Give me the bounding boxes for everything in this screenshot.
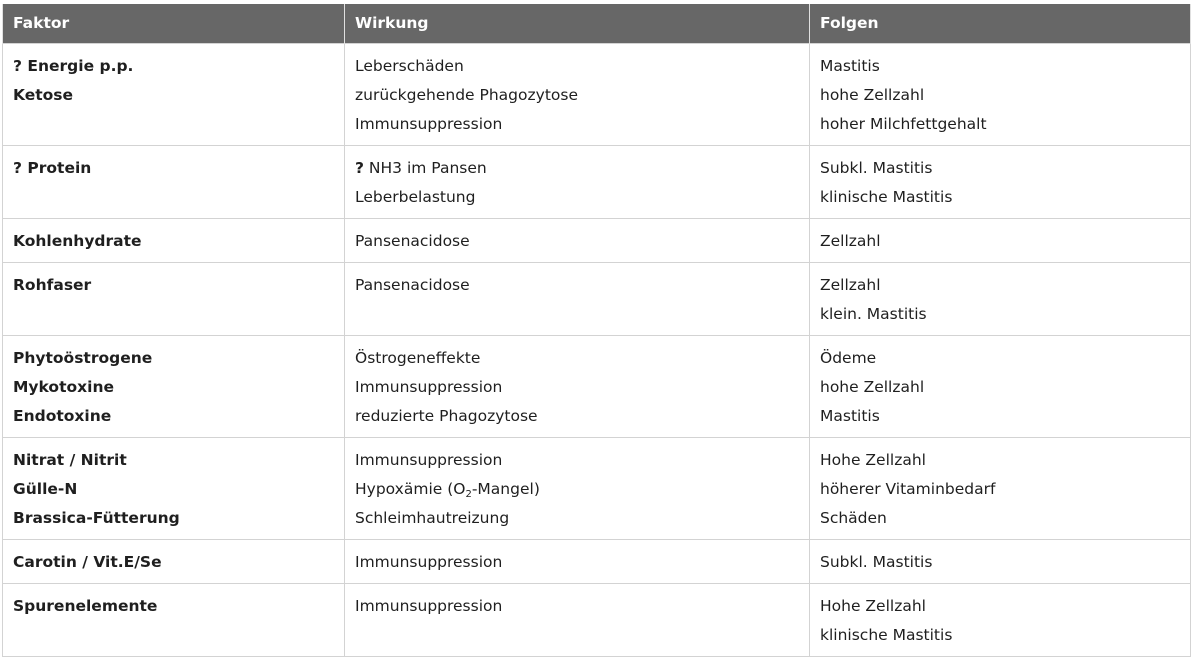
folgen-line: Ödeme [820,348,877,367]
cell-folgen [810,43,1191,145]
table-row [3,335,1191,437]
wirkung-prefix: ? [355,158,364,177]
cell-folgen [810,218,1191,262]
header-faktor: Faktor [3,4,345,43]
faktor-line: Spurenelemente [13,596,158,615]
faktor-line: Kohlenhydrate [13,231,142,250]
wirkung-line: reduzierte Phagozytose [355,406,538,425]
header-row [3,4,1191,43]
cell-faktor [3,43,345,145]
cell-faktor [3,583,345,656]
folgen-line: Hohe Zellzahl [820,450,926,469]
wirkung-line [355,154,799,183]
cell-wirkung [345,539,810,583]
faktor-line: Carotin / Vit.E/Se [13,552,162,571]
faktor-line: ? Protein [13,158,92,177]
faktor-line: Mykotoxine [13,377,114,396]
table-container [2,4,1190,657]
wirkung-line: Immunsuppression [355,377,503,396]
folgen-line: Schäden [820,508,887,527]
folgen-line: hoher Milchfettgehalt [820,114,987,133]
faktor-line: Gülle-N [13,479,78,498]
faktor-line: Phytoöstrogene [13,348,153,367]
wirkung-line: Pansenacidose [355,231,470,250]
faktor-line: Brassica-Fütterung [13,508,180,527]
cell-wirkung [345,145,810,218]
hypox-sub: 2 [465,488,472,500]
folgen-line: Hohe Zellzahl [820,596,926,615]
header-wirkung: Wirkung [345,4,810,43]
folgen-line: klinische Mastitis [820,187,953,206]
folgen-line: Subkl. Mastitis [820,552,933,571]
wirkung-line: Immunsuppression [355,114,503,133]
wirkung-line: Östrogeneffekte [355,348,481,367]
faktor-line: Rohfaser [13,275,92,294]
hypox-after: -Mangel) [471,479,540,498]
faktor-line: Endotoxine [13,406,112,425]
folgen-line: klein. Mastitis [820,304,927,323]
cell-faktor [3,218,345,262]
wirkung-line: Immunsuppression [355,552,503,571]
header-folgen: Folgen [810,4,1191,43]
cell-folgen [810,583,1191,656]
table-body [3,43,1191,656]
cell-faktor [3,437,345,539]
table-row [3,145,1191,218]
wirkung-line: Leberschäden [355,56,464,75]
folgen-line: Mastitis [820,56,880,75]
faktor-line: ? Energie p.p. [13,56,134,75]
cell-faktor [3,335,345,437]
table-row [3,437,1191,539]
table-row [3,539,1191,583]
folgen-line: Subkl. Mastitis [820,158,933,177]
table-row [3,583,1191,656]
folgen-line: Zellzahl [820,275,881,294]
wirkung-line: zurückgehende Phagozytose [355,85,578,104]
folgen-line: hohe Zellzahl [820,85,925,104]
feeding-factors-table [2,4,1191,657]
folgen-line: klinische Mastitis [820,625,953,644]
cell-faktor [3,145,345,218]
cell-wirkung [345,437,810,539]
table-row [3,262,1191,335]
faktor-line: Nitrat / Nitrit [13,450,127,469]
wirkung-line: Leberbelastung [355,187,476,206]
cell-folgen [810,437,1191,539]
wirkung-line: Schleimhautreizung [355,508,510,527]
table-row [3,218,1191,262]
cell-wirkung [345,218,810,262]
wirkung-line [355,475,799,504]
cell-folgen [810,145,1191,218]
cell-wirkung [345,335,810,437]
wirkung-line: Pansenacidose [355,275,470,294]
faktor-line: Ketose [13,85,74,104]
wirkung-line: Immunsuppression [355,450,503,469]
wirkung-text: NH3 im Pansen [364,158,487,177]
hypox-before: Hypoxämie (O [355,479,466,498]
table-row [3,43,1191,145]
table-header [3,4,1191,43]
cell-wirkung [345,262,810,335]
folgen-line: Zellzahl [820,231,881,250]
folgen-line: Mastitis [820,406,880,425]
folgen-line: höherer Vitaminbedarf [820,479,996,498]
cell-folgen [810,539,1191,583]
wirkung-line: Immunsuppression [355,596,503,615]
cell-folgen [810,262,1191,335]
cell-wirkung [345,583,810,656]
cell-folgen [810,335,1191,437]
cell-faktor [3,539,345,583]
cell-wirkung [345,43,810,145]
cell-faktor [3,262,345,335]
folgen-line: hohe Zellzahl [820,377,925,396]
